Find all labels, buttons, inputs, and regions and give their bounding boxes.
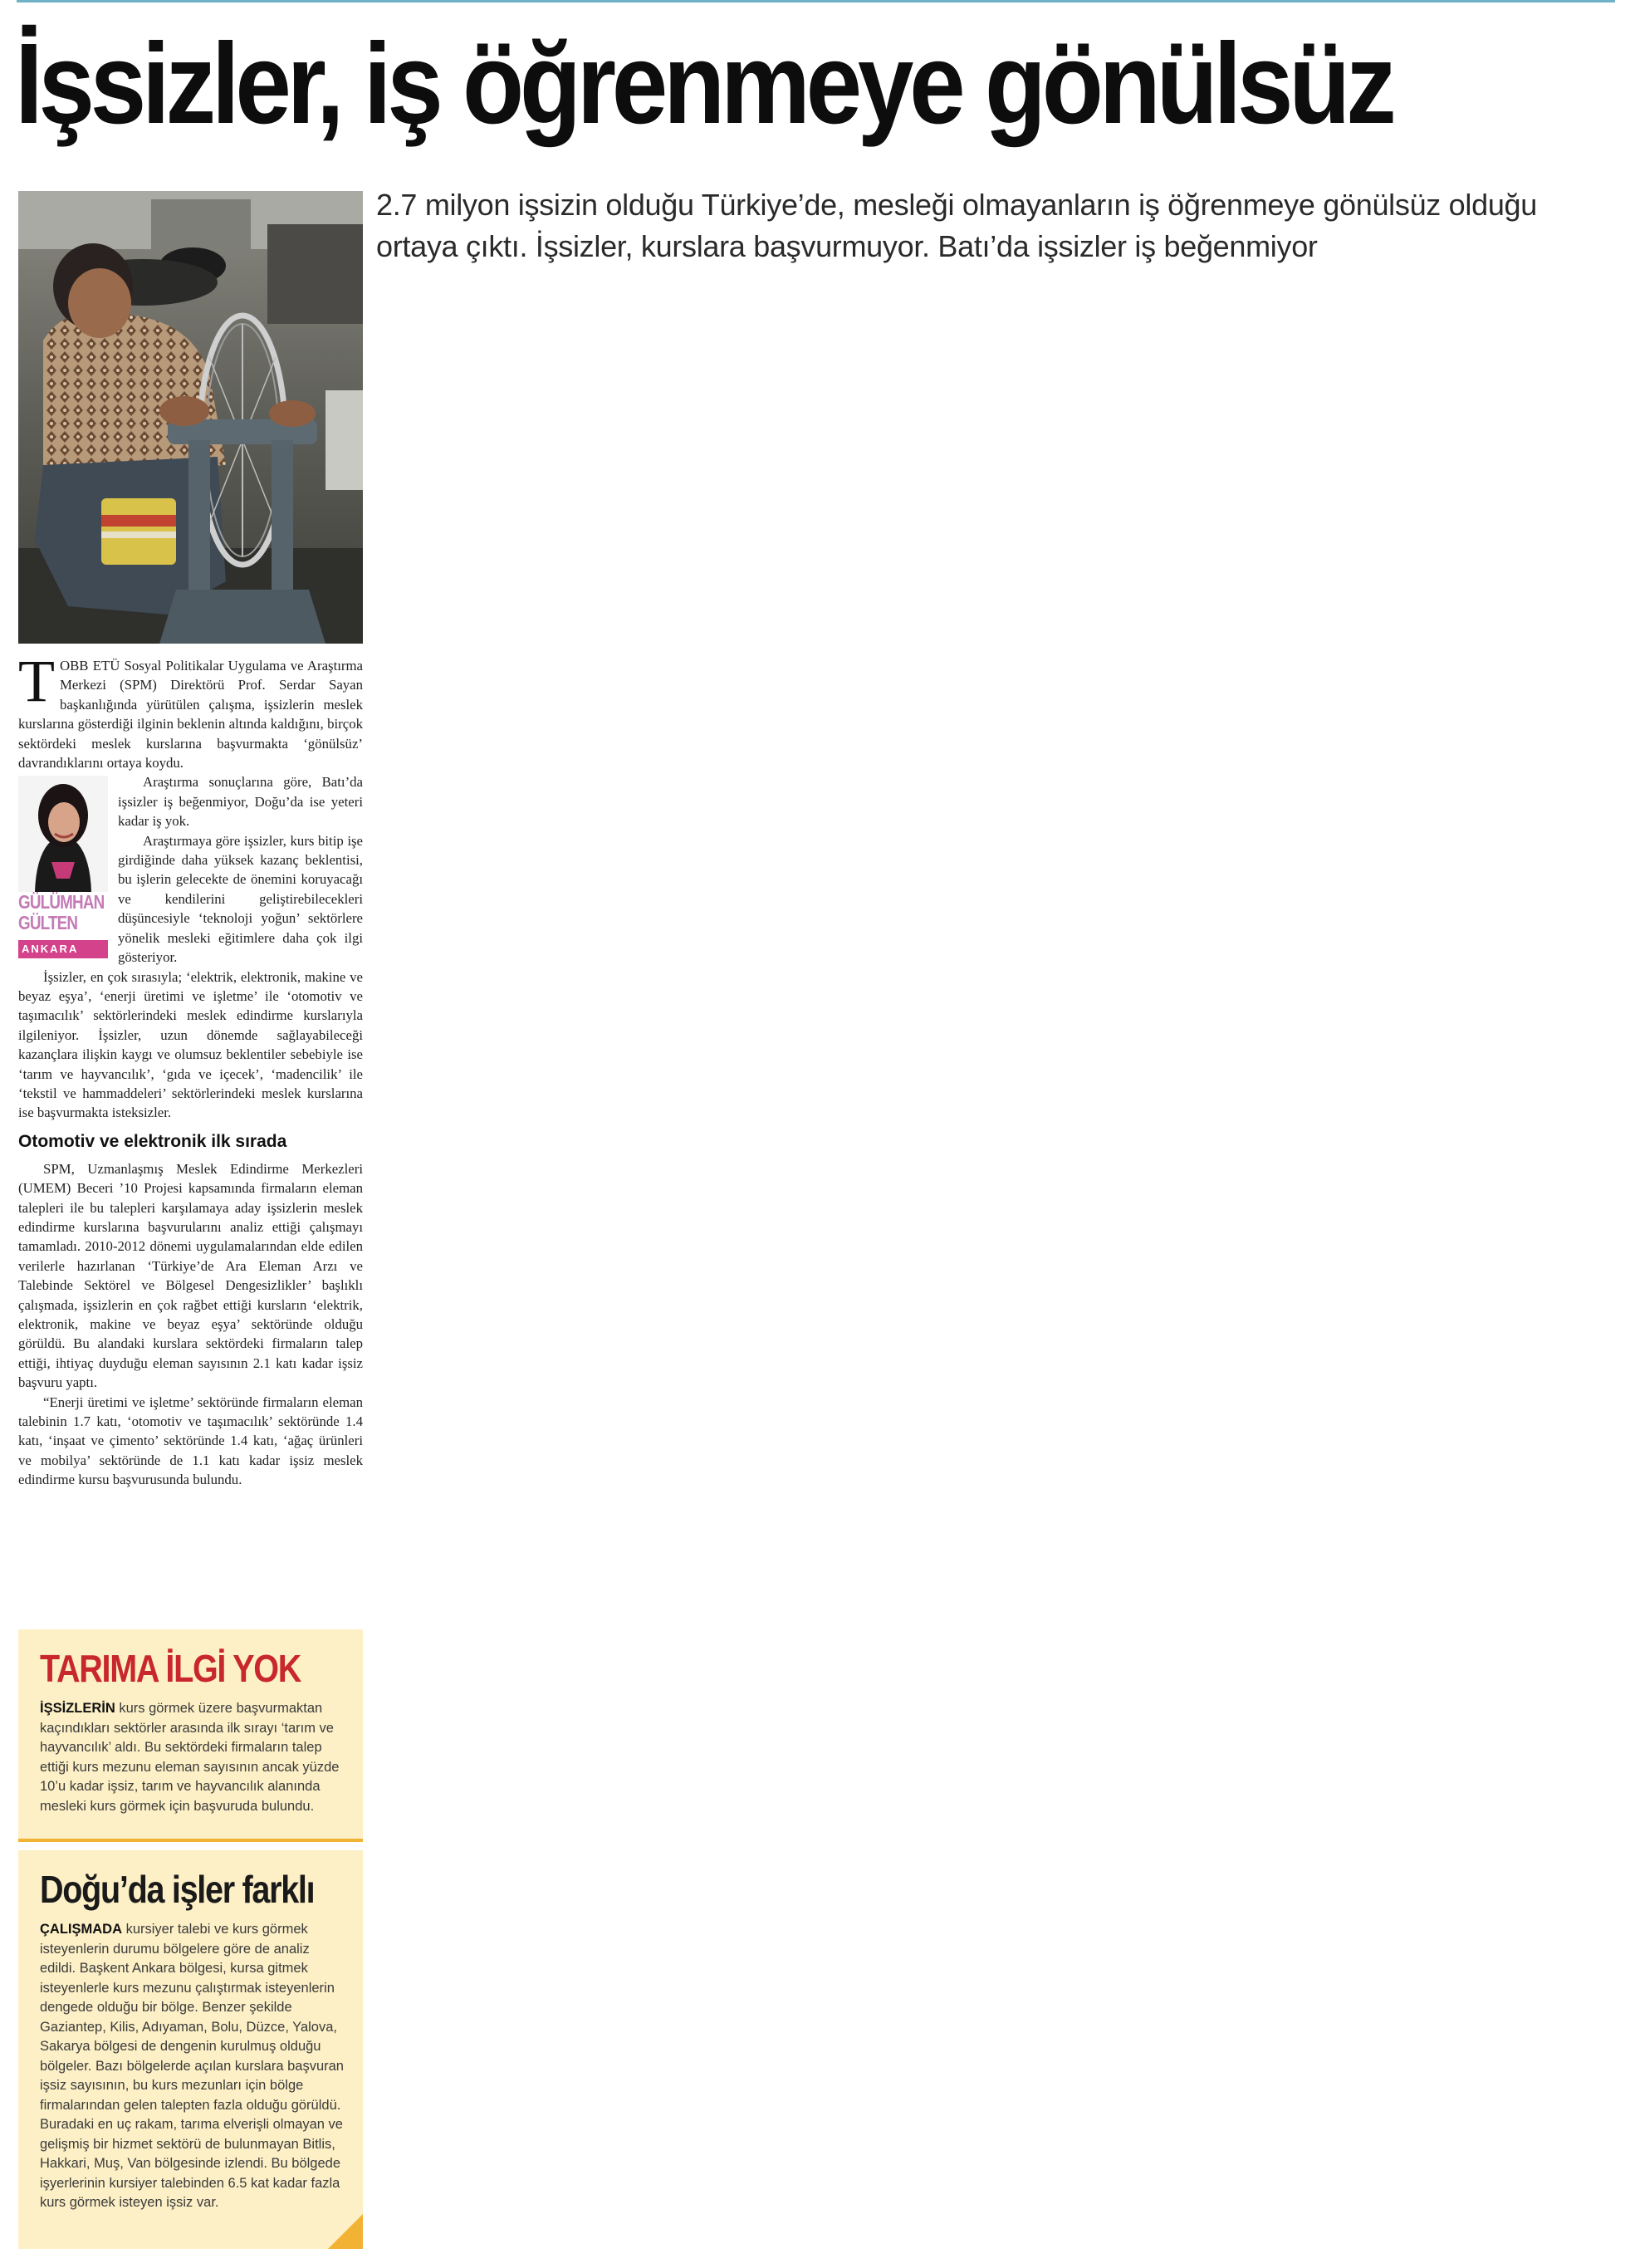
sidebar-box-title: TARIMA İLGİ YOK (40, 1647, 301, 1690)
corner-fold-decoration (328, 2214, 363, 2249)
article-photo (18, 191, 363, 644)
dropcap: T (18, 648, 55, 714)
author-city: ANKARA (18, 940, 108, 958)
article-paragraph-5: SPM, Uzmanlaşmış Meslek Edindirme Merkezleri (UMEM) Beceri ’10 Projesi kapsamında firmaların eleman talepleri ile bu talepleri karşılamaya aday işsizlerin meslek edindirme kurslarına başvurularını analiz ettiği çalışmayı tamamladı. 2010-2012 dönemi uygulamalarından elde edilen verilerle hazırlanan ‘Türkiye’de Ara Eleman Arzı ve Talebinde Sektörel ve Bölgesel Dengesizlikler’ başlıklı çalışmada, işsizlerin en çok rağbet ettiği kursların ‘elektrik, elektronik, makine ve beyaz eşya’ sektöründe olduğu görüldü. Bu alandaki kurslara sektördeki firmaların talep ettiği, ihtiyaç duyduğu eleman sayısının 2.1 katı kadar işsiz başvuru yaptı. (18, 1160, 363, 1391)
sidebar-box-text: İŞSİZLERİN kurs görmek üzere başvurmaktan kaçındıkları sektörler arasında ilk sırayı ‘tarım ve hayvancılık’ aldı. Bu sektördeki firmaların talep ettiği kurs mezunu eleman sayısının ancak yüzde 10’u kadar işsiz, tarım ve hayvancılık alanında mesleki kurs görmek için başvuruda bulundu. (40, 1701, 340, 1814)
sidebar-box-tarima-ilgi-yok (18, 1629, 363, 1842)
headline: İşsizler, iş öğrenmeye gönülsüz (15, 20, 1393, 148)
sidebar-box-dogu-da-isler-farkli (18, 1850, 363, 2249)
author-byline (18, 776, 108, 963)
article-paragraph-3: Araştırmaya göre işsizler, kurs bitip işe girdiğinde daha yüksek kazanç beklentisi, bu işlerin gelecekte de önemini koruyacağı ve kendilerini geliştirebilecekleri düşüncesiyle ‘teknoloji yoğun’ sektörlere yönelik mesleki eğitimlere daha çok ilgi gösteriyor. (118, 832, 363, 966)
article-body (18, 648, 363, 1490)
sidebar-lead-word: ÇALIŞMADA (40, 1922, 122, 1937)
article-paragraph-4: İşsizler, en çok sırasıyla; ‘elektrik, elektronik, makine ve beyaz eşya’, ‘enerji üretimi ve işletme’ ile ‘otomotiv ve taşımacılık’ sektörlerindeki meslek edindirme kurslarıyla ilgileniyor. İşsizler, uzun dönemde sağlayabileceği kazançlara ilişkin kaygı ve olumsuz beklentiler sebebiyle ise ‘tarım ve hayvancılık’, ‘gıda ve içecek’, ‘madencilik’ ile ‘tekstil ve hammaddeleri’ sektörlerindeki meslek kurslarına ise başvurmakta isteksizler. (18, 968, 363, 1121)
deck: 2.7 milyon işsizin olduğu Türkiye’de, mesleği olmayanların iş öğrenmeye gönülsüz olduğu ortaya çıktı. İşsizler, kurslara başvurmuyor. Batı’da işsizler iş beğenmiyor (376, 188, 1537, 263)
sidebar-lead-word: İŞSİZLERİN (40, 1701, 115, 1716)
article-paragraph-1: TOBB ETÜ Sosyal Politikalar Uygulama ve Araştırma Merkezi (SPM) Direktörü Prof. Serdar Sayan başkanlığında yürütülen çalışma, işsizlerin meslek kurslarına gösterdiği ilginin beklenin altında kaldığını, birçok sektördeki meslek kurslarına başvurmakta ‘gönülsüz’ davrandıklarını ortaya koydu. (18, 648, 363, 772)
article-subhead: Otomotiv ve elektronik ilk sırada (18, 1131, 287, 1151)
top-rule (17, 0, 1615, 2)
sidebar-box-text: ÇALIŞMADA kursiyer talebi ve kurs görmek isteyenlerin durumu bölgelere göre de analiz edildi. Başkent Ankara bölgesi, kursa gitmek isteyenlerle kurs mezunu çalıştırmak isteyenlerin dengede olduğu bir bölge. Benzer şekilde Gaziantep, Kilis, Adıyaman, Bolu, Düzce, Yalova, Sakarya bölgesi de dengenin kurulmuş olduğu bölgeler. Bazı bölgelerde açılan kurslara başvuran işsiz sayısının, bu kurs mezunları için bölge firmalarından gelen talepten fazla olduğu görüldü. Buradaki en uç rakam, tarıma elverişli olmayan ve gelişmiş bir hizmet sektörü de bulunmayan Bitlis, Hakkari, Muş, Van bölgesinde izlendi. Bu bölgede işyerlerinin kursiyer talebinden 6.5 kat kadar fazla kurs görmek isteyen işsiz var. (40, 1922, 344, 2210)
article-paragraph-6: “Enerji üretimi ve işletme’ sektöründe firmaların eleman talebinin 1.7 katı, ‘otomotiv ve taşımacılık’ sektöründe 1.4 katı, ‘inşaat ve çimento’ sektöründe 1.4 katı, ‘ağaç ürünleri ve mobilya’ sektöründe de 1.1 katı kadar işsiz meslek edindirme kursu başvurusunda bulundu. (18, 1394, 363, 1488)
author-name: GÜLÜMHAN GÜLTEN (18, 891, 105, 934)
article-paragraph-2: Araştırma sonuçlarına göre, Batı’da işsizler iş beğenmiyor, Doğu’da ise yeteri kadar iş yok. (118, 774, 363, 830)
author-photo (18, 776, 108, 892)
sidebar-box-title: Doğu’da işler farklı (40, 1868, 315, 1911)
boy-repairing-bicycle-wheel-photo (18, 191, 363, 644)
